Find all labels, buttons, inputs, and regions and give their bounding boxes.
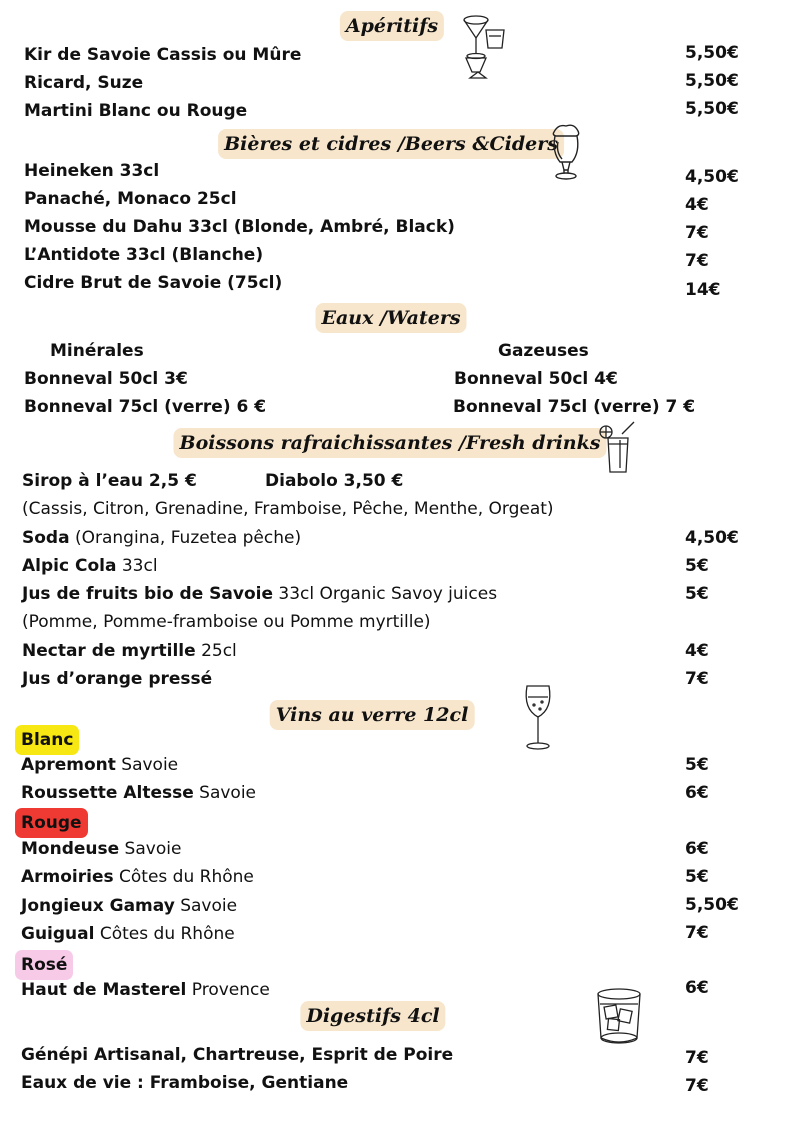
list-item: Eaux de vie : Framboise, Gentiane [21,1073,349,1093]
wine-category-white: Blanc [15,725,79,755]
cocktail-glasses-icon [458,14,508,80]
list-item [22,555,158,577]
item-price: 4,50€ [685,167,739,187]
sirop-item: Sirop à l’eau 2,5 € [22,471,197,491]
item-price: 5,50€ [685,71,739,91]
item-name: Nectar de myrtille [22,641,196,661]
list-item: Bonneval 75cl (verre) 7 € [453,397,696,417]
list-item [21,979,270,1001]
wine-glass-icon [520,683,556,753]
item-price: 4€ [685,195,709,215]
mineral-heading: Minérales [50,341,144,361]
item-detail: 33cl Organic Savoy juices [273,584,498,604]
list-item: Kir de Savoie Cassis ou Mûre [24,45,302,65]
juice-flavors: (Pomme, Pomme-framboise ou Pomme myrtille) [22,612,431,632]
item-name: Armoiries [21,867,114,887]
beer-glass-icon [550,122,582,182]
list-item: Bonneval 50cl 4€ [454,369,618,389]
item-price: 7€ [685,669,709,689]
item-region: Provence [186,980,270,1000]
item-name: Mondeuse [21,839,120,859]
item-name: Guigual [21,924,95,944]
item-price: 4€ [685,641,709,661]
item-region: Savoie [174,896,238,916]
item-price: 6€ [685,783,709,803]
item-name: Haut de Masterel [21,980,187,1000]
list-item: Heineken 33cl [24,161,160,181]
soft-drink-glass-icon [596,420,640,476]
item-price: 5€ [685,867,709,887]
item-name: Roussette Altesse [21,783,194,803]
section-title-waters: Eaux /Waters [315,303,466,333]
item-price: 5,50€ [685,99,739,119]
item-detail: 33cl [116,556,158,576]
list-item: Génépi Artisanal, Chartreuse, Esprit de Poire [21,1045,454,1065]
item-region: Côtes du Rhône [113,867,254,887]
item-price: 7€ [685,1076,709,1096]
list-item [21,923,235,945]
list-item [21,895,237,917]
sparkling-heading: Gazeuses [498,341,589,361]
list-item: Ricard, Suze [24,73,144,93]
item-name: Alpic Cola [22,556,117,576]
list-item [21,838,181,860]
item-price: 5€ [685,755,709,775]
item-region: Savoie [119,839,182,859]
item-detail: (Orangina, Fuzetea pêche) [69,528,302,548]
list-item: Bonneval 75cl (verre) 6 € [24,397,267,417]
list-item: Panaché, Monaco 25cl [24,189,237,209]
list-item [21,754,178,776]
item-price: 5€ [685,556,709,576]
item-price: 7€ [685,223,709,243]
item-price: 6€ [685,839,709,859]
section-title-aperitifs: Apéritifs [340,11,444,41]
item-detail: 25cl [195,641,237,661]
section-title-digestifs: Digestifs 4cl [300,1001,445,1031]
list-item: Bonneval 50cl 3€ [24,369,188,389]
item-region: Côtes du Rhône [94,924,235,944]
item-price: 14€ [685,280,721,300]
item-name: Apremont [21,755,116,775]
list-item: Martini Blanc ou Rouge [24,101,248,121]
item-price: 5€ [685,584,709,604]
item-name: Jus de fruits bio de Savoie [22,584,273,604]
item-price: 7€ [685,923,709,943]
item-price: 6€ [685,978,709,998]
wine-category-red: Rouge [15,808,88,838]
whisky-glass-icon [594,986,644,1048]
sirop-flavors: (Cassis, Citron, Grenadine, Framboise, Pêche, Menthe, Orgeat) [22,499,554,519]
list-item [21,866,254,888]
section-title-fresh-drinks: Boissons rafraichissantes /Fresh drinks [174,428,607,458]
list-item [22,583,497,605]
list-item: L’Antidote 33cl (Blanche) [24,245,264,265]
item-price: 7€ [685,251,709,271]
diabolo-item: Diabolo 3,50 € [265,471,404,491]
item-region: Savoie [115,755,179,775]
item-price: 7€ [685,1048,709,1068]
item-name: Soda [22,528,70,548]
list-item [22,527,301,549]
item-name: Jongieux Gamay [21,896,175,916]
item-price: 4,50€ [685,528,739,548]
item-region: Savoie [193,783,257,803]
list-item: Cidre Brut de Savoie (75cl) [24,273,283,293]
section-title-beers: Bières et cidres /Beers &Ciders [218,129,564,159]
list-item: Mousse du Dahu 33cl (Blonde, Ambré, Black) [24,217,455,237]
list-item [21,782,256,804]
item-price: 5,50€ [685,43,739,63]
list-item: Jus d’orange pressé [22,669,213,689]
wine-category-rose: Rosé [15,950,73,980]
list-item [22,640,237,662]
item-price: 5,50€ [685,895,739,915]
section-title-wines: Vins au verre 12cl [270,700,475,730]
